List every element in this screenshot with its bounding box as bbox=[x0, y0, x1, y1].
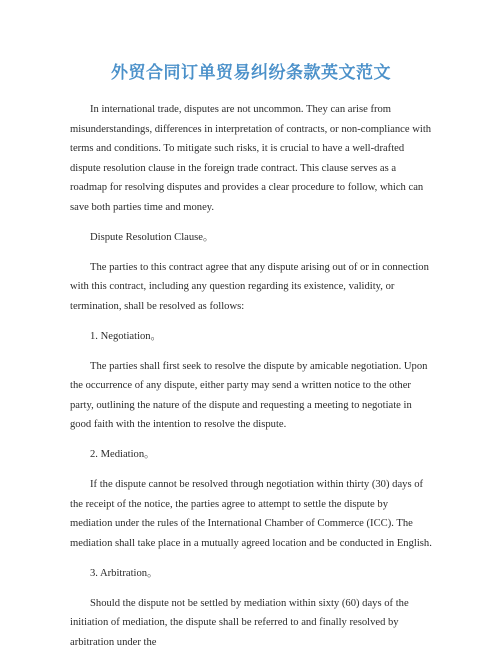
arbitration-heading: 3. Arbitration。 bbox=[70, 564, 432, 584]
clause-heading: Dispute Resolution Clause。 bbox=[70, 228, 432, 248]
negotiation-heading: 1. Negotiation。 bbox=[70, 327, 432, 347]
mediation-paragraph: If the dispute cannot be resolved through negotiation within thirty (30) days of the receipt of the notice, the parties agree to attempt to settle the dispute by mediation under the rules of the International Chamber of Commerce (ICC). The mediation shall take place in a mutually agreed location and be conducted in English. bbox=[70, 475, 432, 553]
document-title: 外贸合同订单贸易纠纷条款英文范文 bbox=[70, 62, 432, 84]
arbitration-paragraph: Should the dispute not be settled by mediation within sixty (60) days of the initiation of mediation, the dispute shall be referred to and finally resolved by arbitration under the bbox=[70, 594, 432, 652]
mediation-heading: 2. Mediation。 bbox=[70, 445, 432, 465]
document-body bbox=[70, 100, 432, 652]
intro-paragraph: In international trade, disputes are not uncommon. They can arise from misunderstandings, differences in interpretation of contracts, or non-compliance with terms and conditions. To mitigate such risks, it is crucial to have a well-drafted dispute resolution clause in the foreign trade contract. This clause serves as a roadmap for resolving disputes and provides a clear procedure to follow, which can save both parties time and money. bbox=[70, 100, 432, 217]
clause-intro-paragraph: The parties to this contract agree that any dispute arising out of or in connection with this contract, including any question regarding its existence, validity, or termination, shall be resolved as follows: bbox=[70, 258, 432, 317]
negotiation-paragraph: The parties shall first seek to resolve the dispute by amicable negotiation. Upon the occurrence of any dispute, either party may send a written notice to the other party, outlining the nature of the dispute and requesting a meeting to negotiate in good faith with the intention to resolve the dispute. bbox=[70, 357, 432, 435]
